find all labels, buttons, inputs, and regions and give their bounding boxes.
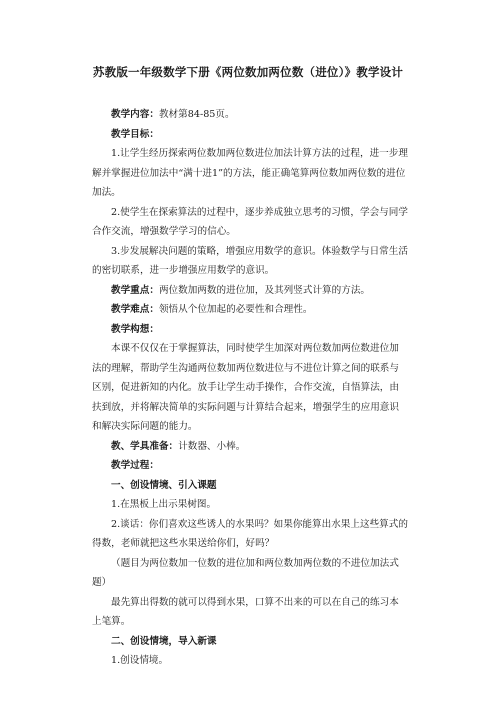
- document-title: 苏教版一年级数学下册《两位数加两位数（进位）》教学设计: [92, 65, 404, 79]
- preparation-paragraph: [92, 437, 408, 457]
- teaching-difficulty-label: 教学难点：: [111, 304, 159, 315]
- teaching-process-label: 教学过程：: [111, 460, 159, 471]
- section-2-item-1: 1.创设情境。: [111, 655, 169, 666]
- teaching-content-paragraph: [92, 105, 408, 125]
- teaching-key-paragraph: [92, 281, 408, 301]
- teaching-difficulty-paragraph: [92, 300, 408, 320]
- teaching-process-heading: [92, 456, 408, 476]
- teaching-goals-heading: [92, 125, 408, 145]
- section-1-heading: [92, 476, 408, 496]
- section-1-item-3: 最先算出得数的就可以得到水果，口算不出来的可以在自己的练习本上笔算。: [92, 596, 399, 627]
- teaching-goal-3: 3.步发展解决问题的策略，增强应用数学的意识。体验数学与日常生活的密切联系，进一步增强应用数学的意识。: [92, 245, 408, 276]
- teaching-design-label: 教学构想：: [111, 323, 159, 335]
- section-1-item-2: 2.谈话：你们喜欢这些诱人的水果吗？如果你能算出水果上这些算式的得数，老师就把这些水果送给你们，好吗？: [92, 518, 408, 549]
- section-2-heading: [92, 632, 408, 652]
- teaching-key-text: 两位数加两数的进位加，及其列竖式计算的方法。: [158, 284, 371, 296]
- teaching-goals-label: 教学目标：: [111, 128, 159, 140]
- teaching-difficulty-text: 领悟从个位加起的必要性和合理性。: [158, 304, 313, 315]
- preparation-label: 教、学具准备：: [111, 440, 179, 452]
- teaching-content-text: 教材第84-85页。: [158, 109, 235, 120]
- teaching-goal-2: 2.使学生在探索算法的过程中，逐步养成独立思考的习惯，学会与同学合作交流，增强数学学习的信心。: [92, 206, 408, 237]
- section-1-title: 一、创设情境、引入课题: [111, 479, 217, 491]
- section-2-title: 二、创设情境，导入新课: [111, 635, 217, 647]
- section-1-note: （题目为两位数加一位数的进位加和两位数加两位数的不进位加法式题）: [92, 557, 399, 588]
- teaching-content-label: 教学内容：: [111, 109, 159, 120]
- teaching-design-heading: [92, 320, 408, 340]
- teaching-goal-1: 1.让学生经历探索两位数加两位数进位加法计算方法的过程，进一步理解并掌握进位加法中“满十进1”的方法，能正确笔算两位数加两位数的进位加法。: [92, 148, 408, 198]
- teaching-key-label: 教学重点：: [111, 284, 159, 296]
- section-1-item-1: 1.在黑板上出示果树图。: [111, 499, 217, 510]
- teaching-design-text: 本课不仅仅在于掌握算法，同时使学生加深对两位数加两位数进位加法的理解，帮助学生沟通两位数加两位数进位与不进位计算之间的联系与区别，促进新知的内化。放手让学生动手操作，合作交流，自悟算法，由扶到放，并将解决简单的实际问题与计算结合起来，增强学生的应用意识和解决实际问题的能力。: [92, 343, 399, 432]
- document-body: [92, 105, 408, 671]
- preparation-text: 计数器、小棒。: [178, 440, 246, 452]
